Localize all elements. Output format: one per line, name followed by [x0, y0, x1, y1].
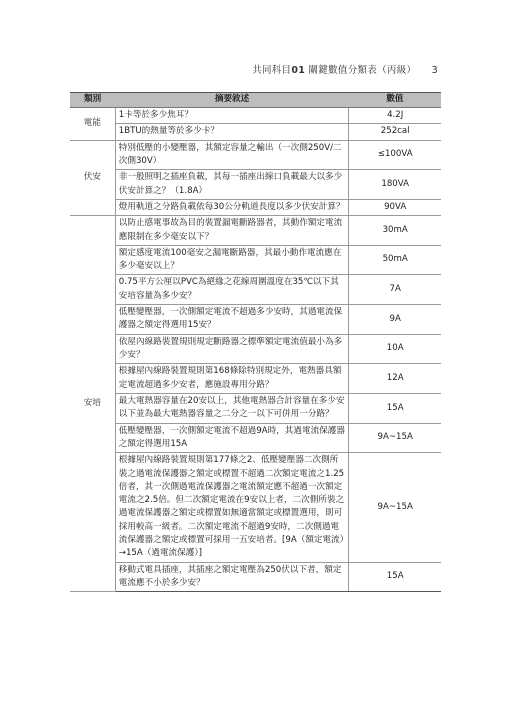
table-row — [70, 453, 441, 563]
header-row — [70, 93, 441, 108]
value-cell: 12A — [349, 364, 441, 394]
header-category: 類別 — [70, 93, 115, 108]
value-cell: 7A — [349, 275, 441, 305]
description-cell: 1BTU的熱量等於多少卡？ — [115, 124, 349, 140]
description-cell: 依屋內線路裝置規則規定斷路器之標準額定電流值最小為多少安？ — [115, 334, 349, 364]
table-row — [70, 275, 441, 305]
description-cell: 低壓變壓器，一次側額定電流不超過多少安時，其過電流保護器之額定得選用15安？ — [115, 305, 349, 335]
category-cell: 伏安 — [70, 140, 115, 216]
value-cell: 15A — [349, 562, 441, 592]
subject-prefix: 共同科目 — [252, 65, 292, 76]
table-row — [70, 245, 441, 275]
description-cell: 最大電熱器容量在20安以上，其他電熱器合計容量在多少安以下並為最大電熱器容量之二分之一以下可併用一分路？ — [115, 393, 349, 423]
table-title: 關鍵數值分類表（丙級） — [308, 65, 417, 76]
values-table — [70, 92, 441, 592]
table-row — [70, 170, 441, 200]
table-row — [70, 562, 441, 592]
value-cell: 180VA — [349, 170, 441, 200]
description-cell: 0.75平方公厘以PVC為絕緣之花線周圍溫度在35℃以下其安培容量為多少安？ — [115, 275, 349, 305]
description-cell: 燈用軌道之分路負載依每30公分軌道長度以多少伏安計算？ — [115, 199, 349, 215]
value-cell: 10A — [349, 334, 441, 364]
header-description: 摘要敘述 — [115, 93, 349, 108]
table-row — [70, 305, 441, 335]
table-row — [70, 199, 441, 215]
description-cell: 根據屋內線路裝置規則第177條之2、低壓變壓器二次側所裝之過電流保護器之額定或標置不超過二次額定電流之1.25倍者，其一次側過電流保護器之電流額定應不超過一次額定電流之2.5倍。但二次額定電流在9安以上者，二次側所裝之過電流保護器之額定或標置如無適當額定或標置選用，則可採用較高一級者。二次額定電流不超過9安時，二次側過電流保護器之額定或標置可採用一五安培者。[9A（額定電流）→15A（過電流保護）] — [115, 453, 349, 563]
description-cell: 低壓變壓器，一次側額定電流不超過9A時，其過電流保護器之額定得選用15A — [115, 423, 349, 453]
header-value: 數值 — [349, 93, 441, 108]
table-row — [70, 124, 441, 140]
subject-number: 01 — [291, 65, 306, 76]
value-cell: 15A — [349, 393, 441, 423]
value-cell: 50mA — [349, 245, 441, 275]
description-cell: 額定感度電流100毫安之漏電斷路器，其最小動作電流應在多少毫安以上？ — [115, 245, 349, 275]
description-cell: 以防止感電事故為目的裝置漏電斷路器者，其動作額定電流應限制在多少毫安以下？ — [115, 216, 349, 246]
value-cell: 30mA — [349, 216, 441, 246]
table-row — [70, 393, 441, 423]
value-cell: 4.2J — [349, 108, 441, 124]
value-cell: 90VA — [349, 199, 441, 215]
description-cell: 移動式電具插座，其插座之額定電壓為250伏以下者，額定電流應不小於多少安？ — [115, 562, 349, 592]
table-row — [70, 423, 441, 453]
table-row — [70, 216, 441, 246]
page-number: 3 — [431, 65, 438, 76]
category-cell: 安培 — [70, 216, 115, 592]
table-row — [70, 364, 441, 394]
table-row — [70, 108, 441, 124]
description-cell: 特別低壓的小變壓器，其額定容量之輸出（一次側250V/二次側30V） — [115, 140, 349, 170]
value-cell: 9A~15A — [349, 453, 441, 563]
table-row — [70, 140, 441, 170]
table-row — [70, 334, 441, 364]
description-cell: 非一般照明之插座負載，其每一插座出線口負載最大以多少伏安計算之？（1.8A） — [115, 170, 349, 200]
value-cell: 252cal — [349, 124, 441, 140]
description-cell: 根據屋內線路裝置規則第168條除特別規定外，電熱器具額定電流超過多少安者，應施設專用分路？ — [115, 364, 349, 394]
description-cell: 1卡等於多少焦耳？ — [115, 108, 349, 124]
page-header — [252, 62, 438, 76]
category-cell: 電能 — [70, 108, 115, 141]
value-cell: 9A~15A — [349, 423, 441, 453]
value-cell: 9A — [349, 305, 441, 335]
value-cell: ≤100VA — [349, 140, 441, 170]
